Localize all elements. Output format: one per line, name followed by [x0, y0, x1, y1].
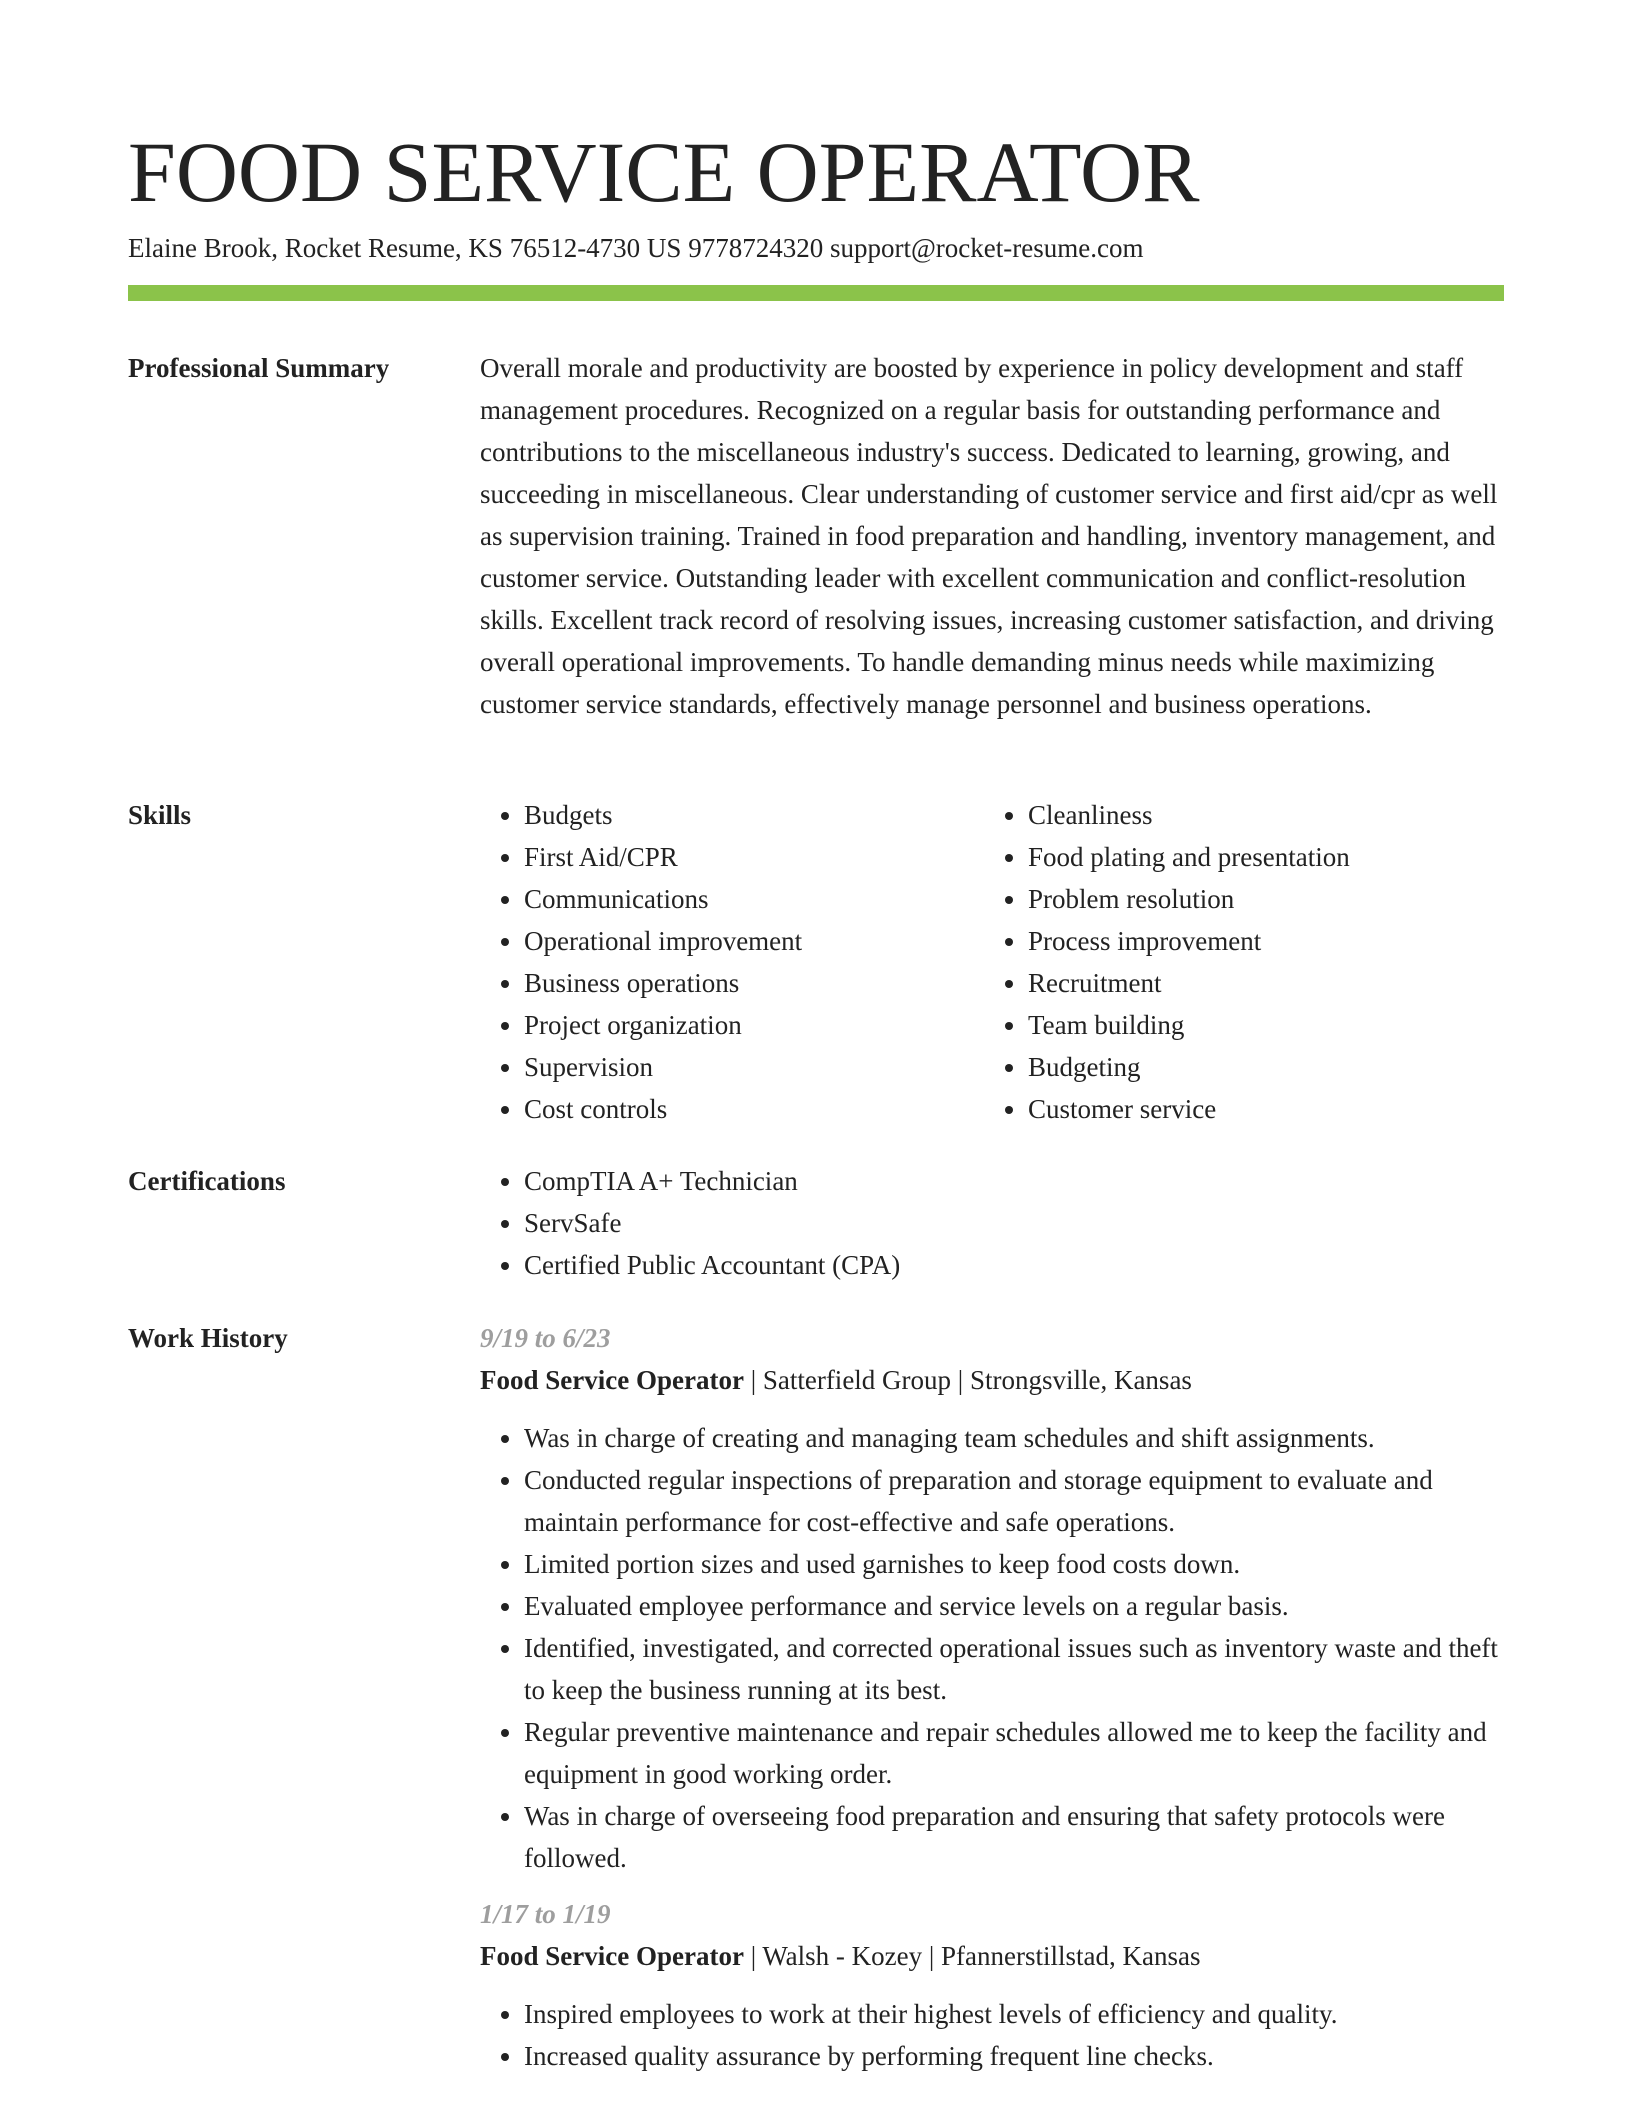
skill-item: • Food plating and presentation	[1028, 836, 1488, 878]
resume-name-heading: FOOD SERVICE OPERATOR	[128, 124, 1200, 220]
job-bullet-list	[480, 1993, 1504, 2077]
skill-item: • Customer service	[1028, 1088, 1488, 1130]
job-employer-location: | Walsh - Kozey | Pfannerstillstad, Kansas	[743, 1941, 1201, 1971]
certification-item: • CompTIA A+ Technician	[524, 1160, 1504, 1202]
skill-item: • Project organization	[524, 1004, 984, 1046]
skills-list-left	[480, 794, 984, 1130]
job-dates: 9/19 to 6/23	[480, 1323, 611, 1353]
job-bullet: • Regular preventive maintenance and repair schedules allowed me to keep the facility and equipment in good working order.	[524, 1711, 1504, 1795]
skill-item: • Budgets	[524, 794, 984, 836]
job-bullet: • Inspired employees to work at their highest levels of efficiency and quality.	[524, 1993, 1504, 2035]
skills-column-left	[480, 794, 984, 1130]
job-bullet: • Was in charge of creating and managing team schedules and shift assignments.	[524, 1417, 1504, 1459]
skill-item: • Budgeting	[1028, 1046, 1488, 1088]
job-bullet: • Was in charge of overseeing food preparation and ensuring that safety protocols were followed.	[524, 1795, 1504, 1879]
skills-body	[480, 794, 1504, 1130]
certification-item: • ServSafe	[524, 1202, 1504, 1244]
skill-item: • Communications	[524, 878, 984, 920]
job-title: Food Service Operator	[480, 1365, 744, 1395]
skills-column-right	[984, 794, 1488, 1130]
certifications-title: Certifications	[128, 1166, 286, 1196]
job-dates: 1/17 to 1/19	[480, 1899, 611, 1929]
skills-title: Skills	[128, 800, 192, 830]
job-bullet: • Conducted regular inspections of preparation and storage equipment to evaluate and maintain performance for cost-effective and safe operations.	[524, 1459, 1504, 1543]
summary-title: Professional Summary	[128, 353, 390, 383]
skill-item: • Cost controls	[524, 1088, 984, 1130]
certifications-list	[480, 1160, 1504, 1286]
job-title: Food Service Operator	[480, 1941, 744, 1971]
certifications-body	[480, 1160, 1504, 1286]
skill-item: • Cleanliness	[1028, 794, 1488, 836]
job-employer-location: | Satterfield Group | Strongsville, Kansas	[743, 1365, 1192, 1395]
skill-item: • Problem resolution	[1028, 878, 1488, 920]
summary-body	[480, 347, 1504, 725]
skill-item: • Recruitment	[1028, 962, 1488, 1004]
contact-line: Elaine Brook, Rocket Resume, KS 76512-4730 US 9778724320 support@rocket-resume.com	[128, 233, 1144, 263]
skills-list-right	[984, 794, 1488, 1130]
job-bullet-list	[480, 1417, 1504, 1879]
job-bullet: • Evaluated employee performance and service levels on a regular basis.	[524, 1585, 1504, 1627]
certification-item: • Certified Public Accountant (CPA)	[524, 1244, 1504, 1286]
job-bullet: • Identified, investigated, and corrected operational issues such as inventory waste and theft to keep the business running at its best.	[524, 1627, 1504, 1711]
job-bullet: • Increased quality assurance by performing frequent line checks.	[524, 2035, 1504, 2077]
work-history-body	[480, 1317, 1504, 2091]
work-history-title: Work History	[128, 1323, 288, 1353]
job-heading-line	[480, 1359, 1504, 1401]
job-entry	[480, 1893, 1504, 2077]
job-bullet: • Limited portion sizes and used garnishes to keep food costs down.	[524, 1543, 1504, 1585]
skill-item: • Team building	[1028, 1004, 1488, 1046]
skill-item: • First Aid/CPR	[524, 836, 984, 878]
job-heading-line	[480, 1935, 1504, 1977]
skill-item: • Operational improvement	[524, 920, 984, 962]
accent-divider	[128, 285, 1504, 301]
skill-item: • Supervision	[524, 1046, 984, 1088]
skill-item: • Business operations	[524, 962, 984, 1004]
skill-item: • Process improvement	[1028, 920, 1488, 962]
job-entry	[480, 1317, 1504, 1879]
summary-text: Overall morale and productivity are boosted by experience in policy development and staff management procedures. Recognized on a regular basis for outstanding performance and contributions to the miscellaneous industry's success. Dedicated to learning, growing, and succeeding in miscellaneous. Clear understanding of customer service and first aid/cpr as well as supervision training. Trained in food preparation and handling, inventory management, and customer service. Outstanding leader with excellent communication and conflict-resolution skills. Excellent track record of resolving issues, increasing customer satisfaction, and driving overall operational improvements. To handle demanding minus needs while maximizing customer service standards, effectively manage personnel and business operations.	[480, 353, 1498, 719]
